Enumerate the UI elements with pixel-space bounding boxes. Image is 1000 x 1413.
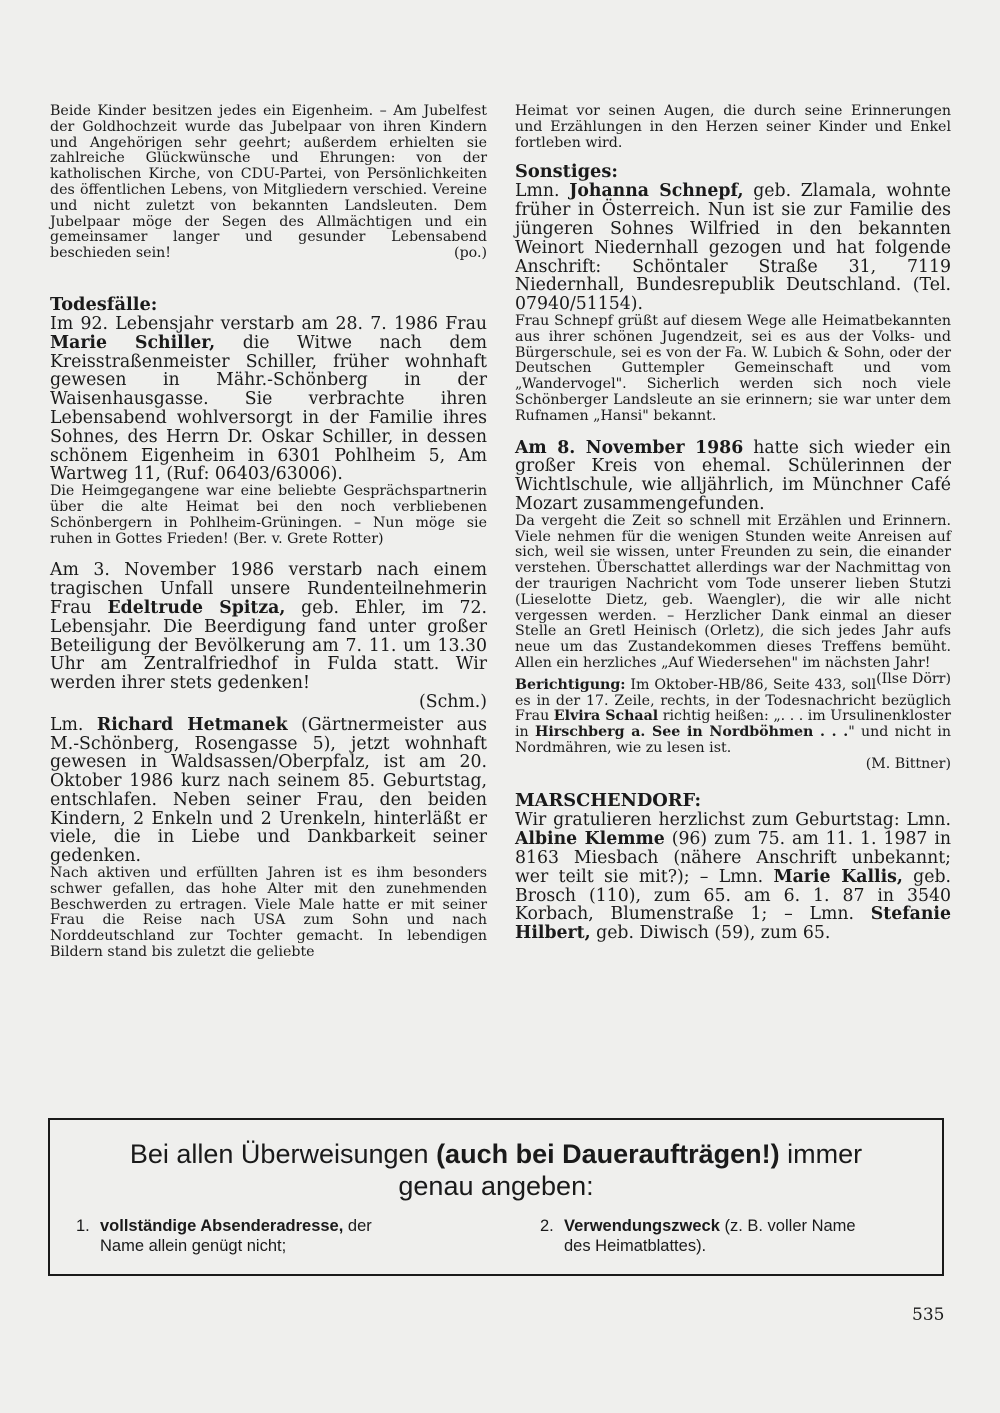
- golden-wedding-paragraph: [50, 104, 487, 262]
- berichtigung-text-c: " und nicht in Nordmähren, wie zu lesen ist.: [515, 724, 952, 756]
- hetmanek-text-a: Lm.: [50, 714, 97, 735]
- right-column: [515, 104, 951, 943]
- item2-bold: Verwendungszweck: [564, 1217, 720, 1235]
- spitza-name: Edeltrude Spitza,: [107, 597, 286, 618]
- marschendorf-text-c: geb. Brosch (110), zum 65. am 6. 1. 87 in 3540 Korbach, Blumenstraße 1; – Lmn.: [515, 866, 951, 925]
- hetmanek-obituary: [50, 716, 487, 866]
- notice-line1-bold: (auch bei Daueraufträgen!): [436, 1139, 780, 1169]
- schnepf-greeting: Frau Schnepf grüßt auf diesem Wege alle Heimatbekannten aus ihrer schönen Jugendzeit, sei es aus der Volks- und Bürgerschule, sei es von der Fa. W. Lubich & Sohn, oder der Deutschen Guttempler Gemeinschaft und vom „Wandervogel". Sicherlich werden sich noch viele Schönberger Landsleute an sie erinnern; sie war unter dem Rufnamen „Hansi" bekannt.: [515, 312, 951, 424]
- schnepf-text-a: Lmn.: [515, 181, 570, 202]
- marschendorf-heading: MARSCHENDORF:: [515, 790, 702, 812]
- schiller-text-b: die Witwe nach dem Kreisstraßenmeister Schiller, früher wohnhaft gewesen in Mähr.-Schönberg in der Waisenhausgasse. Sie verbrachte ihren Lebensabend wohlversorgt in der Familie ihres Sohnes, des Herrn Dr. Oskar Schiller, in dessen schönem Eigenheim in 6301 Pohlheim 5, Am Wartweg 11, (Ruf: 06403/63006).: [50, 332, 487, 485]
- marschendorf-text-a: Wir gratulieren herzlichst zum Geburtstag: Lmn.: [515, 810, 951, 831]
- sonstiges-heading: Sonstiges:: [515, 161, 618, 183]
- todesfaelle-heading: Todesfälle:: [50, 293, 158, 315]
- kallis-name: Marie Kallis,: [773, 866, 903, 887]
- notice-line2: genau angeben:: [398, 1171, 594, 1201]
- november-text-a: hatte sich wieder ein großer Kreis von ehemal. Schülerinnen der Wichtlschule, wie alljährlich, im Münchner Café Mozart zusammengefunden.: [515, 437, 951, 514]
- hetmanek-name: Richard Hetmanek: [96, 714, 288, 735]
- klemme-name: Albine Klemme: [515, 829, 665, 850]
- golden-wedding-text: Beide Kinder besitzen jedes ein Eigenheim. – Am Jubelfest der Goldhochzeit wurde das Jubelpaar von ihren Kindern und Angehörigen sehr geehrt; außerdem erhielten sie zahlreiche Glückwünsche und Ehrungen: von der katholischen Kirche, von CDU-Partei, von Persönlichkeiten des öffentlichen Lebens, von Mitgliedern verschied. Vereine und nicht zuletzt von bekannten Landsleuten. Dem Jubelpaar möge der Segen des Allmächtigen und ein gemeinsamer langer und gesunder Lebensabend beschieden sein!: [50, 103, 487, 262]
- spitza-text-a: Am 3. November 1986 verstarb nach einem tragischen Unfall unsere Rundenteilnehmerin Frau: [50, 560, 487, 618]
- berichtigung-label: Berichtigung:: [515, 676, 626, 693]
- hetmanek-note: Nach aktiven und erfüllten Jahren ist es ihm besonders schwer gefallen, das hohe Alter mit den zunehmenden Beschwerden zu ertragen. Viele Male hatte er mit seiner Frau die Reise nach USA zum Sohn und nach Norddeutschland zur Tochter gemacht. In lebendigen Bildern stand bis zuletzt die geliebte: [50, 865, 487, 961]
- notice-line1-text: Bei allen Überweisungen: [129, 1139, 437, 1169]
- marschendorf-text-b: (96) zum 75. am 11. 1. 1987 in 8163 Miesbach (nähere Anschrift unbekannt; wer teilt sie mit?); – Lmn.: [515, 829, 952, 887]
- spitza-text-b: geb. Ehler, im 72. Lebensjahr. Die Beerdigung fand unter großer Beteiligung der Bevölkerung am 7. 11. um 13.30 Uhr am Zentralfriedhof in Fulda statt. Wir werden ihrer stets gedenken!: [50, 597, 487, 694]
- credit-schm: (Schm.): [418, 691, 487, 712]
- schiller-obituary: [50, 315, 487, 484]
- hetmanek-continuation: Heimat vor seinen Augen, die durch seine Erinnerungen und Erzählungen in den Herzen seiner Kinder und Enkel fortleben wird.: [515, 103, 951, 151]
- item1-line2: Name allein genügt nicht;: [100, 1237, 287, 1255]
- hirschberg-place: Hirschberg a. See in Nordböhmen . . .: [534, 724, 849, 741]
- item2-number: 2.: [540, 1217, 554, 1235]
- transfer-notice-box: [48, 1118, 944, 1276]
- schnepf-name: Johanna Schnepf,: [569, 181, 744, 202]
- schnepf-notice: [515, 182, 951, 314]
- credit-doerr: (Ilse Dörr): [876, 670, 951, 687]
- credit-bittner: (M. Bittner): [865, 755, 951, 772]
- marschendorf-birthdays: [515, 811, 951, 943]
- page-number: 535: [912, 1305, 945, 1325]
- schiller-note: Die Heimgegangene war eine beliebte Gesprächspartnerin über die alte Heimat bei den noch verbliebenen Schönbergern in Pohlheim-Grüningen. – Nun möge sie ruhen in Gottes Frieden! (Ber. v. Grete Rotter): [50, 483, 487, 547]
- schiller-name: Marie Schiller,: [50, 332, 216, 353]
- item1-number: 1.: [76, 1217, 90, 1235]
- left-column: [50, 104, 487, 961]
- november-report-text: Da vergeht die Zeit so schnell mit Erzählen und Erinnern. Viele nehmen für die wenigen Stunden weite Anreisen auf sich, weil sie wissen, unter Freunden zu sein, die einander verstehen. Überschattet allerdings war der Nachmittag von der traurigen Nachricht vom Tode unserer lieben Stutzi (Lieselotte Dietz, geb. Waengler), die wir alle nicht vergessen werden. – Herzlicher Dank einmal an dieser Stelle an Gretl Heinisch (Orletz), die sich jedes Jahr aufs neue um das Zustandekommen dieses Treffens bemüht. Allen ein herzliches „Auf Wiedersehen" im nächsten Jahr!: [515, 512, 951, 671]
- november-meeting: [515, 439, 951, 514]
- berichtigung-text-a: Im Oktober-HB/86, Seite 433, soll es in der 17. Zeile, rechts, in der Todesnachricht bezüglich Frau: [515, 676, 951, 725]
- notice-heading: [50, 1138, 942, 1202]
- hilbert-name: Stefanie Hilbert,: [515, 904, 951, 944]
- berichtigung-notice: [515, 678, 951, 757]
- notice-item-2: [540, 1216, 920, 1256]
- november-date: Am 8. November 1986: [515, 437, 744, 458]
- notice-item-1: [76, 1216, 456, 1256]
- schaal-name: Elvira Schaal: [553, 708, 659, 725]
- schiller-text-a: Im 92. Lebensjahr verstarb am 28. 7. 1986 Frau: [50, 313, 487, 334]
- hetmanek-text-b: (Gärtnermeister aus M.-Schönberg, Rosengasse 5), jetzt wohnhaft gewesen in Waldsassen/Oberpfalz, ist am 20. Oktober 1986 kurz nach seinem 85. Geburtstag, entschlafen. Neben seiner Frau, den beiden Kindern, 2 Enkeln und 2 Urenkeln, hinterläßt er viele, die in Liebe und Dankbarkeit seiner gedenken.: [50, 714, 487, 867]
- item2-rest: (z. B. voller Name: [719, 1217, 856, 1235]
- notice-line1-end: immer: [779, 1139, 863, 1169]
- berichtigung-text-b: richtig heißen: „. . . im Ursulinenkloster in: [515, 708, 952, 741]
- marschendorf-text-d: geb. Diwisch (59), zum 65.: [590, 923, 831, 944]
- item1-rest: der: [343, 1217, 372, 1235]
- credit-po: (po.): [454, 245, 487, 262]
- schnepf-text-b: geb. Zlamala, wohnte früher in Österreich. Nun ist sie zur Familie des jüngeren Sohnes Wilfried in den bekannten Weinort Niedernhall gezogen und hat folgende Anschrift: Schöntaler Straße 31, 7119 Niedernhall, Bundesrepublik Deutschland. (Tel. 07940/51154).: [515, 181, 951, 315]
- item2-line2: des Heimatblattes).: [564, 1237, 707, 1255]
- item1-bold: vollständige Absenderadresse,: [100, 1217, 344, 1235]
- spitza-obituary: [50, 561, 487, 693]
